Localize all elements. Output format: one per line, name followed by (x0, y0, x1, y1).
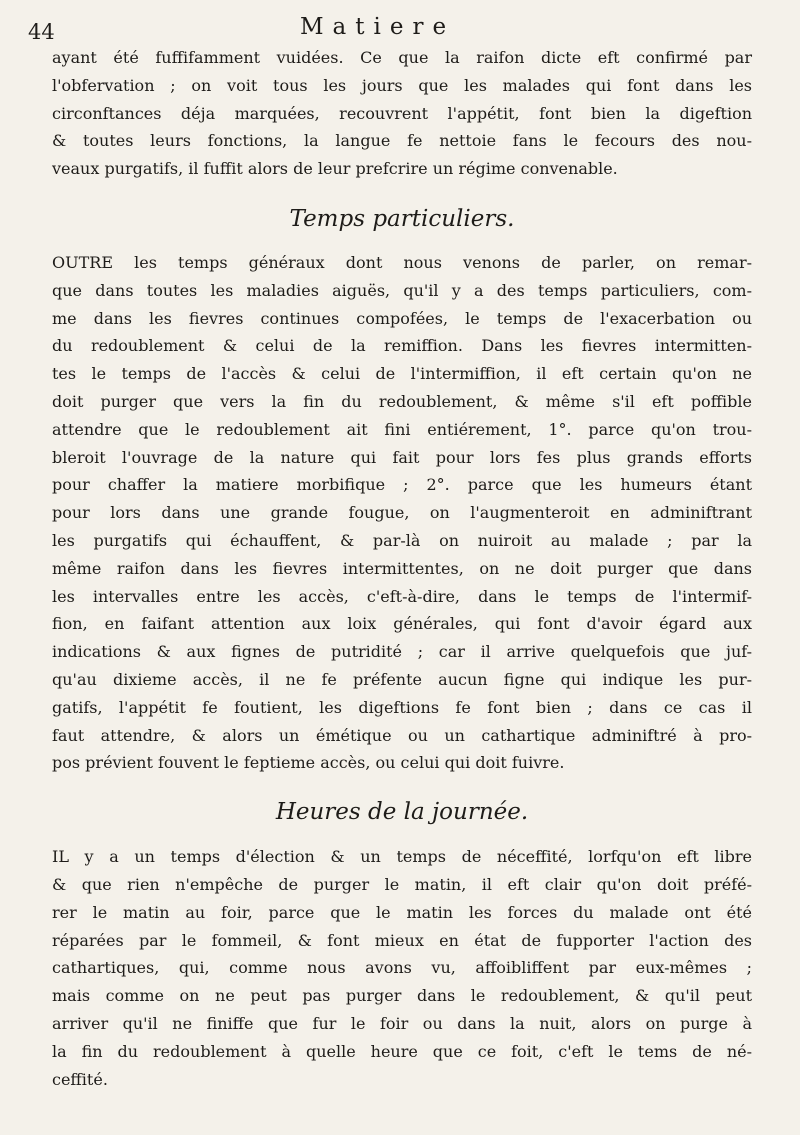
text-line: circonftances déja marquées, recouvrent l'appétit, font bien la digeftion (52, 103, 752, 123)
text-line: ayant été fuffifamment vuidées. Ce que la raifon dicte eft confirmé par (52, 48, 752, 67)
text-line: rer le matin au foir, parce que le matin les forces du malade ont été (52, 902, 752, 922)
running-head: Matiere (300, 14, 456, 40)
text-line: les intervalles entre les accès, c'eft-à-dire, dans le temps de l'intermif- (52, 586, 752, 606)
text-line: OUTRE les temps généraux dont nous venons de parler, on remar- (52, 252, 752, 272)
section2-paragraph (52, 843, 752, 1093)
text-line: pour chaffer la matiere morbifique ; 2°. parce que les humeurs étant (52, 475, 752, 495)
text-line: même raifon dans les fievres intermittentes, on ne doit purger que dans (52, 558, 752, 578)
intro-paragraph (52, 44, 752, 183)
text-line: tes le temps de l'accès & celui de l'intermiffion, il eft certain qu'on ne (52, 364, 752, 384)
text-line: doit purger que vers la fin du redoublement, & même s'il eft poffible (52, 391, 752, 411)
text-line: que dans toutes les maladies aiguës, qu'il y a des temps particuliers, com- (52, 280, 752, 300)
text-line: arriver qu'il ne finiffe que fur le foir ou dans la nuit, alors on purge à (52, 1013, 752, 1033)
text-line: IL y a un temps d'élection & un temps de néceffité, lorfqu'on eft libre (52, 847, 752, 867)
text-line: me dans les fievres continues compofées, le temps de l'exacerbation ou (52, 308, 752, 328)
text-line: attendre que le redoublement ait fini entiérement, 1°. parce qu'on trou- (52, 419, 752, 439)
text-line: les purgatifs qui échauffent, & par-là on nuiroit au malade ; par la (52, 530, 752, 550)
text-line: indications & aux fignes de putridité ; car il arrive quelquefois que juf- (52, 642, 752, 662)
section-heading-temps-particuliers: Temps particuliers. (289, 205, 515, 232)
text-line: réparées par le fommeil, & font mieux en état de fupporter l'action des (52, 930, 752, 950)
text-line: mais comme on ne peut pas purger dans le redoublement, & qu'il peut (52, 986, 752, 1006)
text-line: & que rien n'empêche de purger le matin, il eft clair qu'on doit préfé- (52, 874, 752, 894)
text-line: faut attendre, & alors un émétique ou un cathartique adminiftré à pro- (52, 725, 752, 745)
text-line: cathartiques, qui, comme nous avons vu, affoibliffent par eux-mêmes ; (52, 958, 752, 978)
text-line: pour lors dans une grande fougue, on l'augmenteroit en adminiftrant (52, 503, 752, 523)
text-line: l'obfervation ; on voit tous les jours que les malades qui font dans les (52, 75, 752, 95)
section1-paragraph (52, 249, 752, 777)
section-heading-heures-de-la-journee: Heures de la journée. (275, 799, 529, 826)
text-line: gatifs, l'appétit fe foutient, les digeftions fe font bien ; dans ce cas il (52, 697, 752, 717)
text-line: ceffité. (52, 1069, 108, 1089)
text-line: pos prévient fouvent le feptieme accès, ou celui qui doit fuivre. (52, 753, 565, 773)
page-number: 44 (28, 20, 55, 44)
text-line: & toutes leurs fonctions, la langue fe nettoie fans le fecours des nou- (52, 131, 752, 151)
text-line: du redoublement & celui de la remiffion. Dans les fievres intermitten- (52, 336, 752, 356)
text-line: la fin du redoublement à quelle heure que ce foit, c'eft le tems de né- (52, 1041, 752, 1061)
text-line: fion, en faifant attention aux loix générales, qui font d'avoir égard aux (52, 614, 752, 634)
text-line: qu'au dixieme accès, il ne fe préfente aucun figne qui indique les pur- (52, 669, 752, 689)
text-line: bleroit l'ouvrage de la nature qui fait pour lors fes plus grands efforts (52, 447, 752, 467)
text-line: veaux purgatifs, il fuffit alors de leur prefcrire un régime convenable. (52, 159, 618, 179)
page-body (52, 44, 752, 1093)
